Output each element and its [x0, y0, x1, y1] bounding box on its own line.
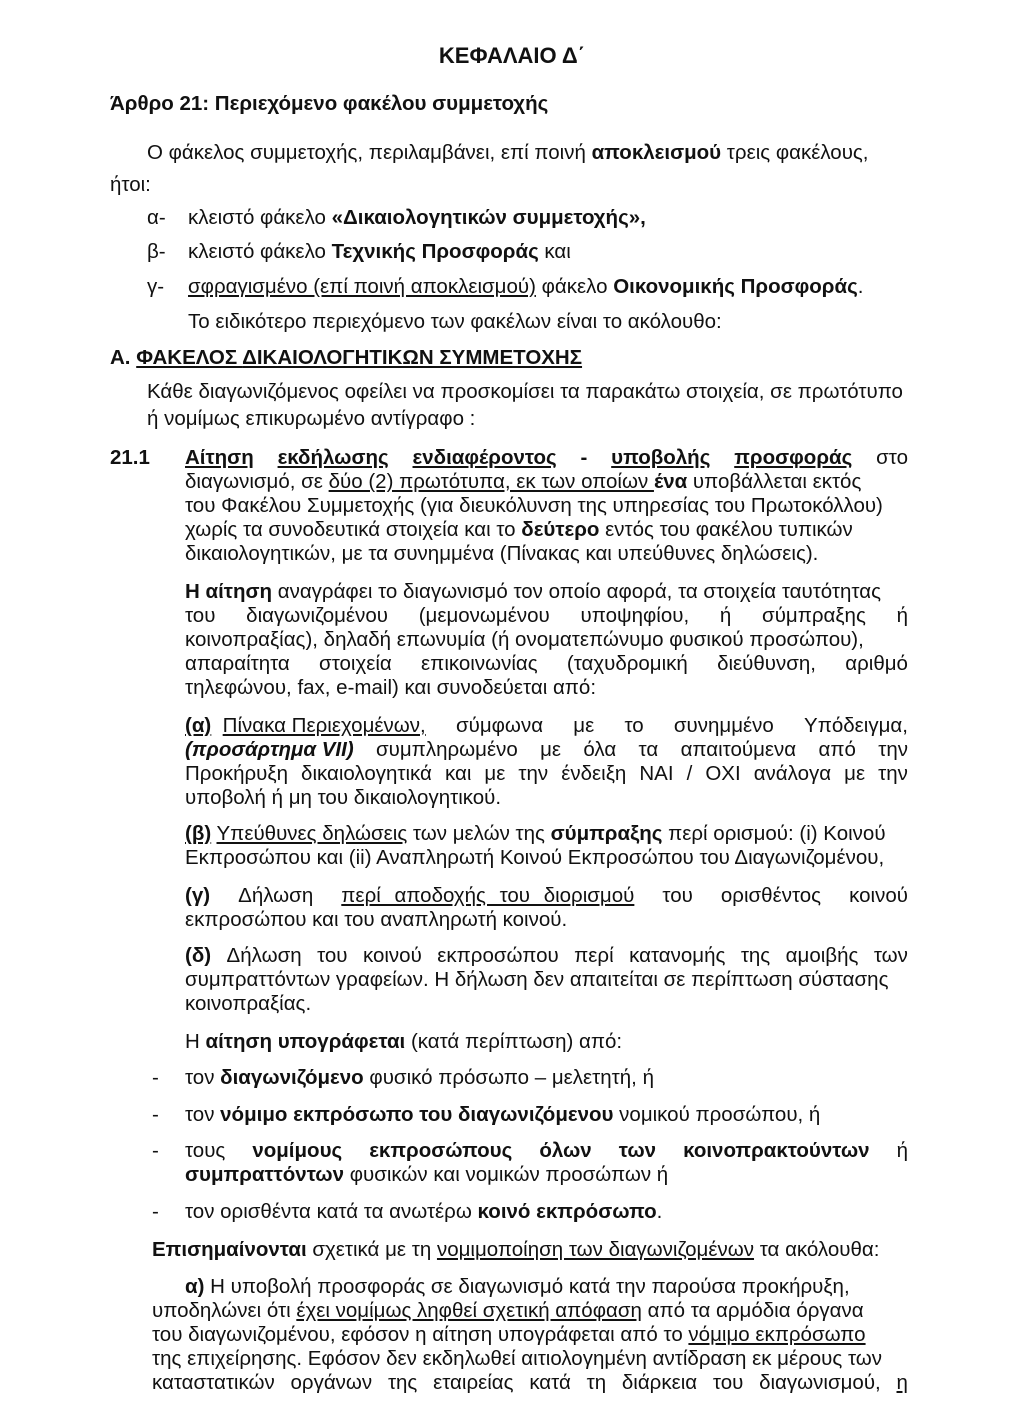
sub-b-line-1: (β) Υπεύθυνες δηλώσεις των μελών της σύμπραξης περί ορισμού: (i) Κοινού	[185, 822, 886, 845]
para-a-line-4: της επιχείρησης. Εφόσον δεν εκδηλωθεί αιτιολογημένη αντίδραση εκ μέρους των	[152, 1347, 883, 1370]
section-a-heading: Α. ΦΑΚΕΛΟΣ ΔΙΚΑΙΟΛΟΓΗΤΙΚΩΝ ΣΥΜΜΕΤΟΧΗΣ	[110, 346, 583, 369]
item-21-1-line-3: του Φακέλου Συμμετοχής (για διευκόλυνση της υπηρεσίας του Πρωτοκόλλου)	[185, 494, 883, 517]
bullet-2-dash: -	[152, 1103, 159, 1126]
sub-a-line-1: (α) Πίνακα Περιεχομένων, σύμφωνα με το συνημμένο Υπόδειγμα,	[185, 714, 908, 737]
bullet-3-line-1: τους νομίμους εκπροσώπους όλων των κοινοπρακτούντων ή	[185, 1139, 908, 1162]
item-21-1-number: 21.1	[110, 446, 150, 469]
intro-line-2: ήτοι:	[110, 173, 151, 196]
bullet-4: τον ορισθέντα κατά τα ανωτέρω κοινό εκπρόσωπο.	[185, 1200, 663, 1223]
sub-a-line-4: υποβολή ή μη του δικαιολογητικού.	[185, 786, 502, 809]
article-title: Άρθρο 21: Περιεχόμενο φακέλου συμμετοχής	[110, 92, 549, 115]
sub-c-line-2: εκπροσώπου και του αναπληρωτή κοινού.	[185, 908, 568, 931]
item-21-1-line-2: διαγωνισμό, σε δύο (2) πρωτότυπα, εκ των οποίων ένα υποβάλλεται εκτός	[185, 470, 862, 493]
application-line-2: του διαγωνιζομένου (μεμονωμένου υποψηφίου, ή σύμπραξης ή	[185, 604, 908, 627]
application-line-4: απαραίτητα στοιχεία επικοινωνίας (ταχυδρομική διεύθυνση, αριθμό	[185, 652, 908, 675]
chapter-title: ΚΕΦΑΛΑΙΟ Δ΄	[438, 43, 586, 68]
folder-c: σφραγισμένο (επί ποινή αποκλεισμού) φάκελο Οικονομικής Προσφοράς.	[188, 275, 864, 298]
sub-d-line-2: συμπραττόντων γραφείων. Η δήλωση δεν απαιτείται σε περίπτωση σύστασης	[185, 968, 889, 991]
intro-line-1: Ο φάκελος συμμετοχής, περιλαμβάνει, επί ποινή αποκλεισμού τρεις φακέλους,	[147, 141, 869, 164]
folder-b: κλειστό φάκελο Τεχνικής Προσφοράς και	[188, 240, 571, 263]
bullet-3-line-2: συμπραττόντων φυσικών και νομικών προσώπων ή	[185, 1163, 669, 1186]
item-21-1-line-5: δικαιολογητικών, με τα συνημμένα (Πίνακας και υπεύθυνες δηλώσεις).	[185, 542, 819, 565]
section-a-line-1: Κάθε διαγωνιζόμενος οφείλει να προσκομίσει τα παρακάτω στοιχεία, σε πρωτότυπο	[147, 380, 903, 403]
bullet-3-dash: -	[152, 1139, 159, 1162]
item-21-1-line-4: χωρίς τα συνοδευτικά στοιχεία και το δεύτερο εντός του φακέλου τυπικών	[185, 518, 853, 541]
folder-a: κλειστό φάκελο «Δικαιολογητικών συμμετοχής»,	[188, 206, 646, 229]
application-line-3: κοινοπραξίας), δηλαδή επωνυμία (ή ονοματεπώνυμο φυσικού προσώπου),	[185, 628, 864, 651]
bullet-1-dash: -	[152, 1066, 159, 1089]
note-line: Επισημαίνονται σχετικά με τη νομιμοποίηση των διαγωνιζομένων τα ακόλουθα:	[152, 1238, 880, 1261]
section-a-line-2: ή νομίμως επικυρωμένο αντίγραφο :	[147, 407, 476, 430]
folder-a-mark: α-	[147, 206, 166, 229]
signed-by-line: Η αίτηση υπογράφεται (κατά περίπτωση) από:	[185, 1030, 623, 1053]
para-a-line-1: α) Η υποβολή προσφοράς σε διαγωνισμό κατά την παρούσα προκήρυξη,	[185, 1275, 850, 1298]
sub-d-line-3: κοινοπραξίας.	[185, 992, 312, 1015]
bullet-4-dash: -	[152, 1200, 159, 1223]
bullet-2: τον νόμιμο εκπρόσωπο του διαγωνιζόμενου νομικού προσώπου, ή	[185, 1103, 821, 1126]
folder-c-mark: γ-	[147, 275, 165, 298]
specific-content-line: Το ειδικότερο περιεχόμενο των φακέλων είναι το ακόλουθο:	[188, 310, 722, 333]
sub-a-line-3: Προκήρυξη δικαιολογητικά και με την ένδειξη ΝΑΙ / ΟΧΙ ανάλογα με την	[185, 762, 908, 785]
folder-b-mark: β-	[147, 240, 166, 263]
application-line-5: τηλεφώνου, fax, e-mail) και συνοδεύεται από:	[185, 676, 597, 699]
para-a-line-5: καταστατικών οργάνων της εταιρείας κατά τη διάρκεια του διαγωνισμού, η	[152, 1371, 908, 1394]
item-21-1-line-1: Αίτηση εκδήλωσης ενδιαφέροντος - υποβολής προσφοράς στο	[185, 446, 908, 469]
sub-b-line-2: Εκπροσώπου και (ii) Αναπληρωτή Κοινού Εκπροσώπου του Διαγωνιζομένου,	[185, 846, 885, 869]
sub-c-line-1: (γ) Δήλωση περί αποδοχής του διορισμού του ορισθέντος κοινού	[185, 884, 908, 907]
sub-d-line-1: (δ) Δήλωση του κοινού εκπροσώπου περί κατανομής της αμοιβής των	[185, 944, 908, 967]
application-line-1: Η αίτηση αναγράφει το διαγωνισμό τον οποίο αφορά, τα στοιχεία ταυτότητας	[185, 580, 881, 603]
sub-a-line-2: (προσάρτημα VII) συμπληρωμένο με όλα τα απαιτούμενα από την	[185, 738, 908, 761]
bullet-1: τον διαγωνιζόμενο φυσικό πρόσωπο – μελετητή, ή	[185, 1066, 654, 1089]
para-a-line-2: υποδηλώνει ότι έχει νομίμως ληφθεί σχετική απόφαση από τα αρμόδια όργανα	[152, 1299, 864, 1322]
para-a-line-3: του διαγωνιζομένου, εφόσον η αίτηση υπογράφεται από το νόμιμο εκπρόσωπο	[152, 1323, 866, 1346]
